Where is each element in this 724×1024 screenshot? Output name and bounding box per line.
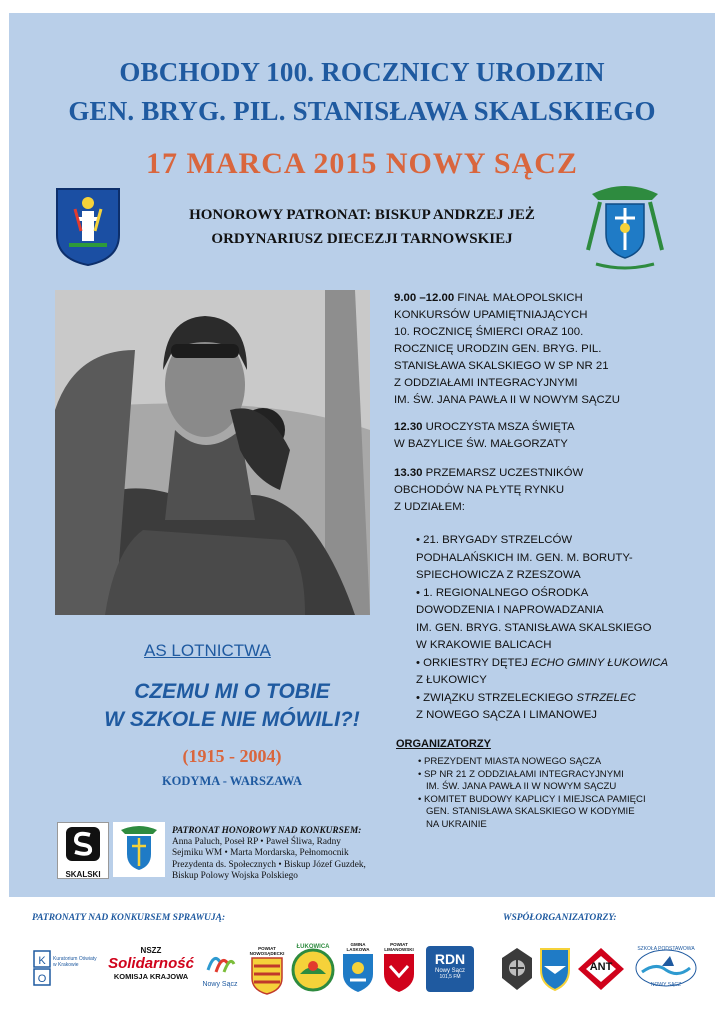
- gmina-laskowa-shield-icon: [340, 952, 376, 994]
- list-item: • 21. BRYGADY STRZELCÓW: [416, 534, 573, 546]
- life-years: (1915 - 2004): [182, 746, 282, 766]
- szkola-podstawowa-logo: SZKOŁA PODSTAWOWA NOWY SĄCZ: [632, 944, 700, 992]
- czemu-line-2: W SZKOLE NIE MÓWILI?!: [104, 708, 360, 731]
- nowy-sacz-ribbon-icon: [200, 950, 240, 976]
- honorary-patronage-list: Anna Paluch, Poseł RP • Paweł Śliwa, Radny Sejmiku WM • Marta Mordarska, Pełnomocnik Prezydenta ds. Społecznych • Biskup Józef Guzdek, Biskup Polowy Wojska Polskiego: [172, 837, 366, 881]
- svg-text:O: O: [37, 973, 47, 985]
- powiat-limanowski-shield-icon: [380, 952, 418, 994]
- honorary-patronage-title: PATRONAT HONOROWY NAD KONKURSEM:: [172, 826, 362, 836]
- aviation-shield-icon: [538, 946, 572, 992]
- field-bishop-coat-of-arms-icon: [113, 822, 165, 877]
- powiat-nowosadecki-logo: POWIAT NOWOSĄDECKI: [248, 946, 286, 994]
- organizers-list: • PREZYDENT MIASTA NOWEGO SĄCZA • SP NR 21 Z ODDZIAŁAMI INTEGRACYJNYMI IM. ŚW. JANA PAWŁA II W NOWYM SĄCZU • KOMITET BUDOWY KAPLICY I MIEJSCA PAMIĘCI GEN. STANISŁAWA SKALSKIEGO W KODYMIE NA UKRAINIE: [418, 756, 646, 830]
- schedule-item-2: 12.30 UROCZYSTA MSZA ŚWIĘTA W BAZYLICE ŚW. MAŁGORZATY: [394, 421, 575, 450]
- nowy-sacz-coat-of-arms-icon: [55, 187, 121, 267]
- skalski-s-icon: [58, 823, 108, 865]
- svg-text:K: K: [38, 955, 46, 967]
- czemu-line-1: CZEMU MI O TOBIE: [134, 680, 330, 703]
- lukowica-emblem-icon: [290, 944, 336, 992]
- title-line-2: GEN. BRYG. PIL. STANISŁAWA SKALSKIEGO: [68, 96, 656, 126]
- list-item: • ZWIĄZKU STRZELECKIEGO STRZELEC: [416, 691, 636, 704]
- skalski-logo: SKALSKI: [57, 822, 109, 879]
- patron-line-1: HONOROWY PATRONAT: BISKUP ANDRZEJ JEŻ: [189, 207, 535, 223]
- title-line-1: OBCHODY 100. ROCZNICY URODZIN: [119, 57, 605, 87]
- schedule-time-2: 12.30: [394, 421, 423, 433]
- organizers-title: ORGANIZATORZY: [396, 738, 491, 750]
- schedule-time-1: 9.00 –12.00: [394, 292, 455, 304]
- strzelec-emblem-icon: [500, 946, 534, 992]
- life-places: KODYMA - WARSZAWA: [161, 774, 303, 788]
- powiat-limanowski-logo: POWIAT LIMANOWSKI: [380, 942, 418, 992]
- bishop-coat-of-arms-icon: [582, 180, 668, 274]
- kuratorium-logo: K O Kuratorium Oświaty w Krakowie: [33, 950, 101, 986]
- portrait-photo: [55, 290, 370, 615]
- rdn-radio-logo: RDN Nowy Sącz 101,5 FM: [426, 946, 474, 992]
- schedule-item-1: 9.00 –12.00 FINAŁ MAŁOPOLSKICH KONKURSÓW UPAMIĘTNIAJĄCYCH 10. ROCZNICĘ ŚMIERCI ORAZ 100. ROCZNICĘ URODZIN GEN. BRYG. PIL. STANISŁAWA SKALSKIEGO W SP NR 21 Z ODDZIAŁAMI INTEGRACYJNYMI IM. ŚW. JANA PAWŁA II W NOWYM SĄCZU: [394, 292, 620, 406]
- event-date: 17 MARCA 2015 NOWY SĄCZ: [146, 147, 578, 180]
- nowy-sacz-city-logo: Nowy Sącz: [200, 950, 240, 990]
- ant-logo: ANT: [576, 946, 626, 992]
- gmina-laskowa-logo: GMINA LASKOWA: [340, 942, 376, 992]
- solidarnosc-logo: NSZZ Solidarność KOMISJA KRAJOWA: [108, 946, 194, 981]
- footer-coorganizers-title: WSPÓŁORGANIZATORZY:: [503, 913, 617, 923]
- list-item: • 1. REGIONALNEGO OŚRODKA: [416, 586, 589, 599]
- footer-patronage-title: PATRONATY NAD KONKURSEM SPRAWUJĄ:: [32, 913, 226, 923]
- as-lotnictwa-heading: AS LOTNICTWA: [144, 641, 271, 660]
- schedule-time-3: 13.30: [394, 467, 423, 479]
- patron-line-2: ORDYNARIUSZ DIECEZJI TARNOWSKIEJ: [211, 231, 513, 247]
- participants-list: • 21. BRYGADY STRZELCÓW PODHALAŃSKICH IM. GEN. M. BORUTY- SPIECHOWICZA Z RZESZOWA • 1. REGIONALNEGO OŚRODKA DOWODZENIA I NAPROWADZANIA IM. GEN. BRYG. STANISŁAWA SKALSKIEGO W KRAKOWIE BALICACH • ORKIESTRY DĘTEJ ECHO GMINY ŁUKOWICA Z ŁUKOWICY • ZWIĄZKU STRZELECKIEGO STRZELEC Z NOWEGO SĄCZA I LIMANOWEJ: [416, 534, 669, 721]
- powiat-nowosadecki-shield-icon: [248, 956, 286, 996]
- lukowica-logo: ŁUKOWICA: [290, 944, 336, 992]
- list-item: • ORKIESTRY DĘTEJ ECHO GMINY ŁUKOWICA: [416, 656, 669, 669]
- schedule-item-3: 13.30 PRZEMARSZ UCZESTNIKÓW OBCHODÓW NA PŁYTĘ RYNKU Z UDZIAŁEM:: [394, 467, 584, 513]
